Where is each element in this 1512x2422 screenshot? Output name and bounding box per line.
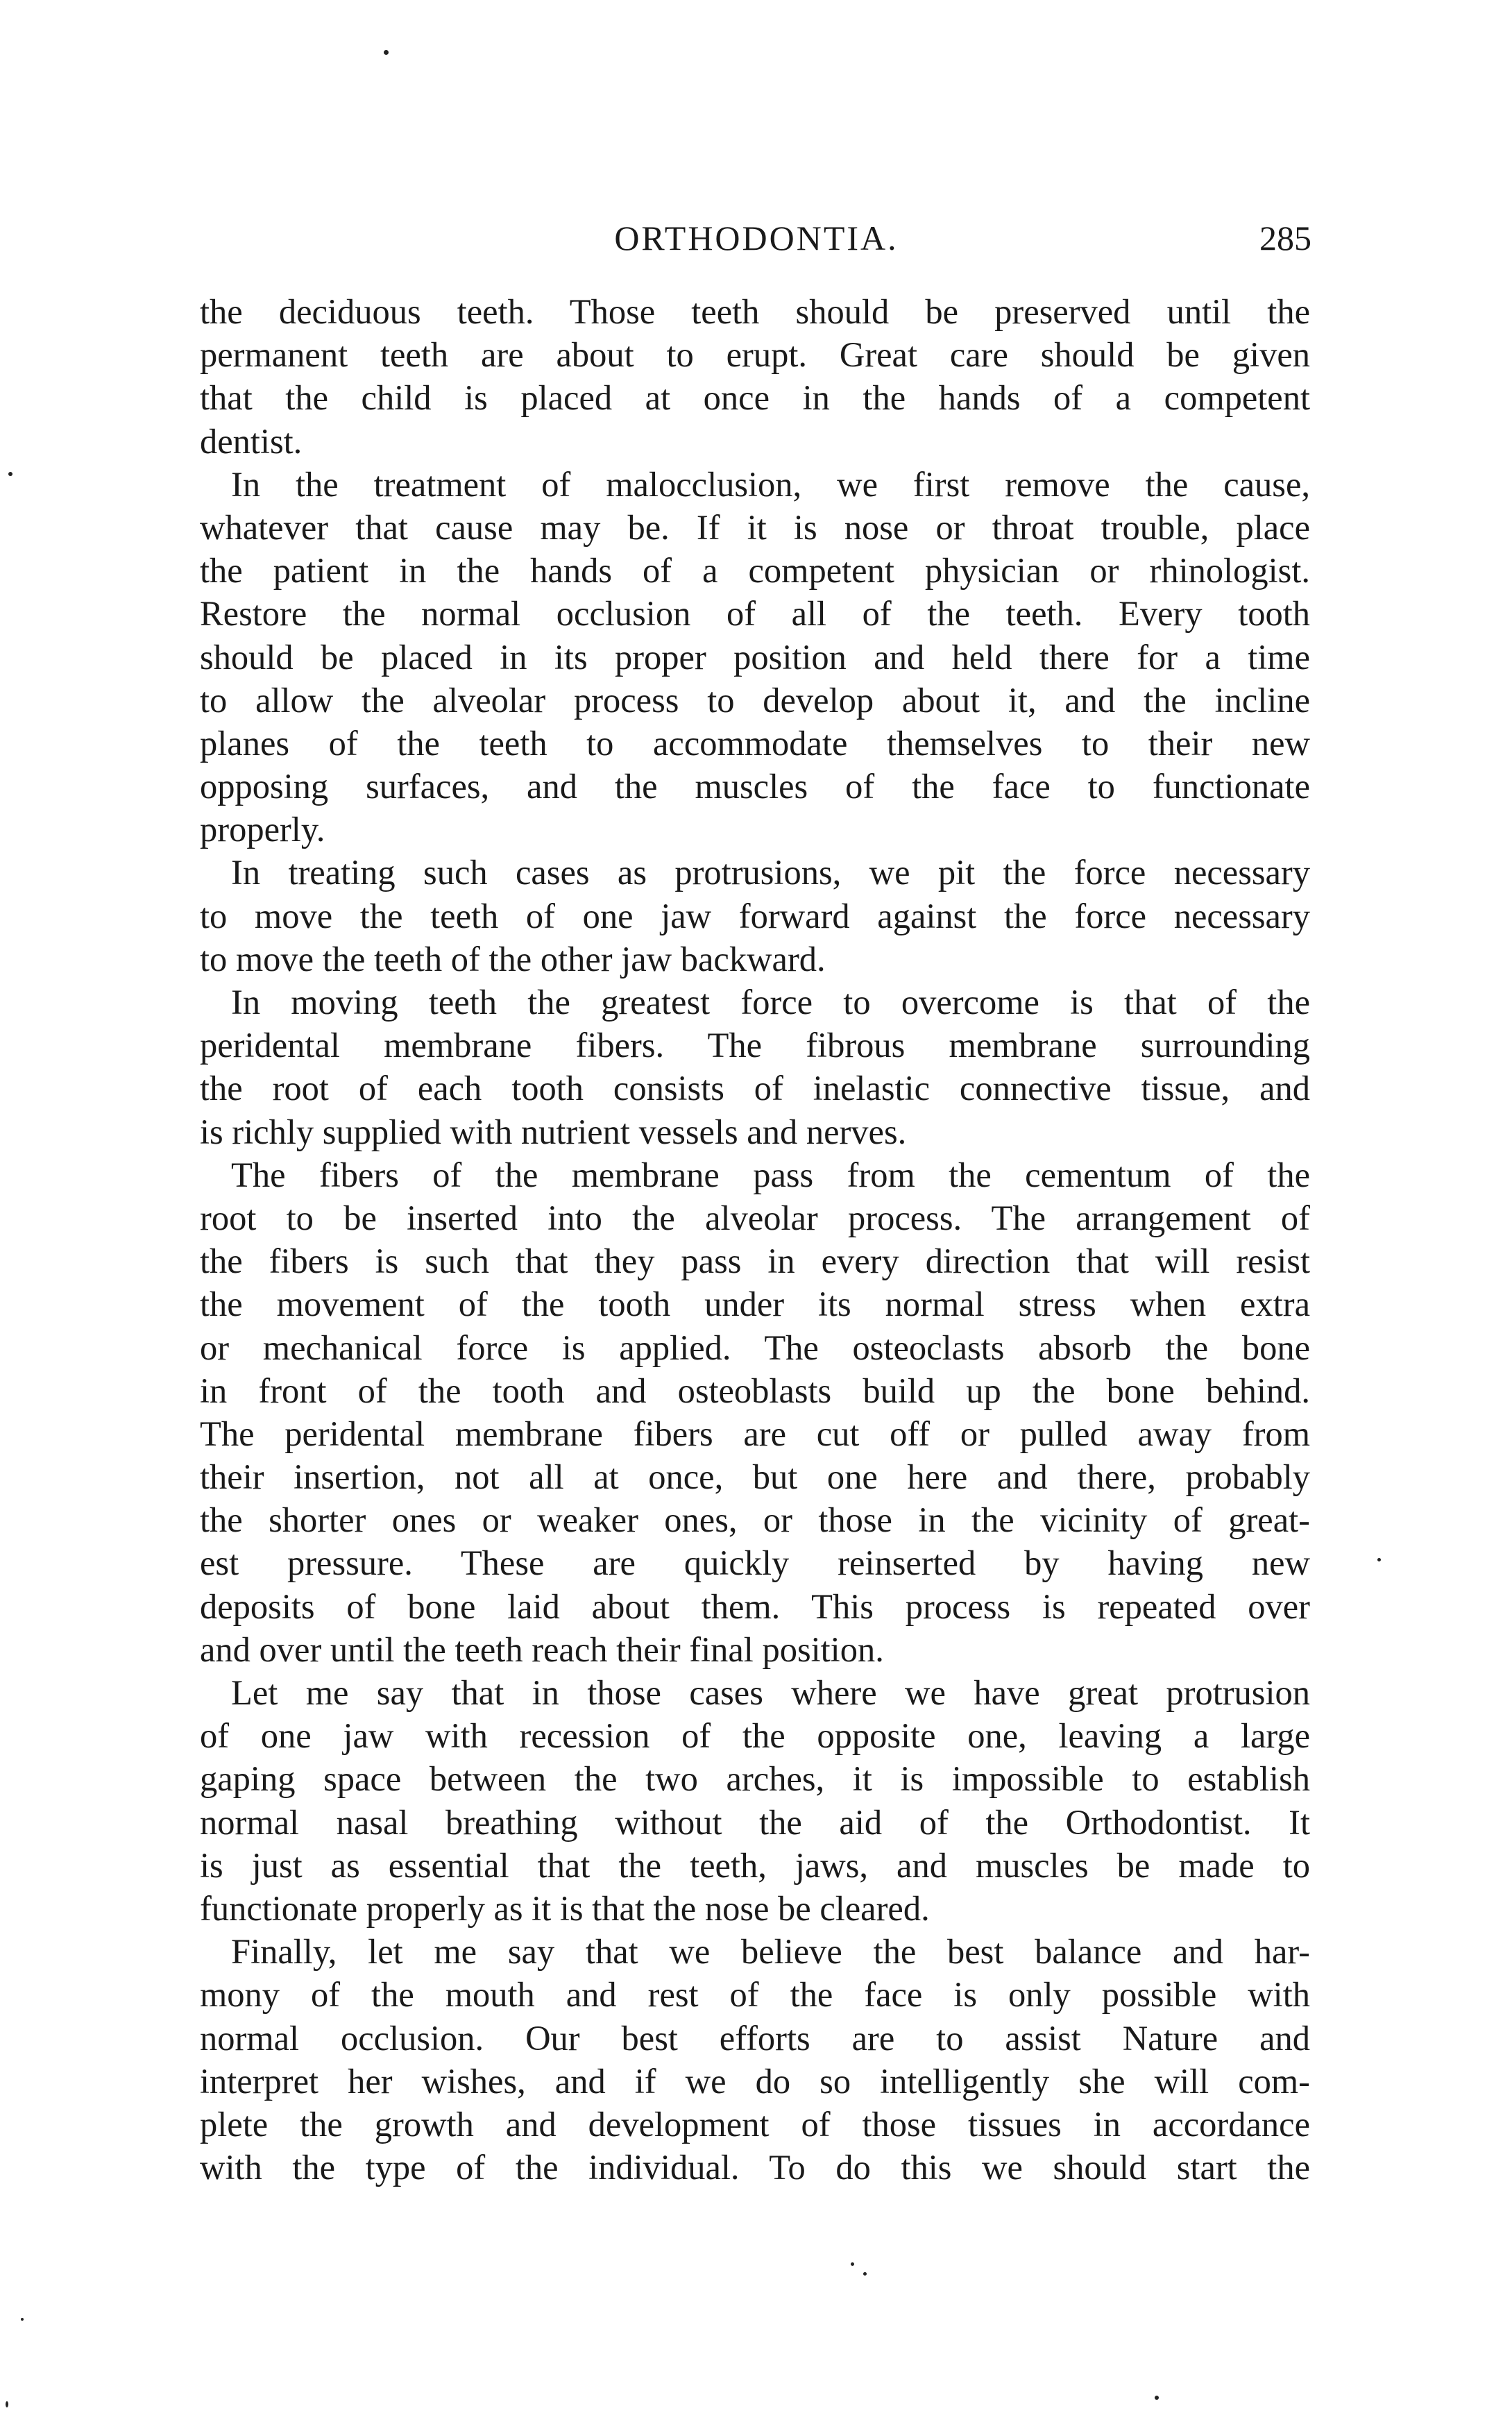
paragraph-first-line: In the treatment of malocclusion, we first remove the cause, — [231, 464, 1310, 504]
text-line: dentist. — [200, 421, 303, 461]
text-line: the shorter ones or weaker ones, or those in the vicinity of great- — [200, 1500, 1310, 1540]
text-line: that the child is placed at once in the hands of a competent — [200, 378, 1310, 418]
text-line: permanent teeth are about to erupt. Great care should be given — [200, 335, 1310, 375]
text-line: peridental membrane fibers. The fibrous membrane surrounding — [200, 1026, 1310, 1065]
text-line: should be placed in its proper position and held there for a time — [200, 637, 1310, 677]
text-line: mony of the mouth and rest of the face is only possible with — [200, 1975, 1310, 2015]
paragraph-first-line: Let me say that in those cases where we have great protrusion — [231, 1673, 1310, 1712]
paragraph-first-line: Finally, let me say that we believe the best balance and har- — [231, 1932, 1310, 1972]
scan-speck — [384, 50, 389, 55]
text-line: in front of the tooth and osteoblasts build up the bone behind. — [200, 1371, 1310, 1410]
text-line: or mechanical force is applied. The osteoclasts absorb the bone — [200, 1328, 1310, 1367]
text-line: the deciduous teeth. Those teeth should be preserved until the — [200, 292, 1310, 331]
text-line: their insertion, not all at once, but one here and there, probably — [200, 1457, 1310, 1497]
text-line: of one jaw with recession of the opposite one, leaving a large — [200, 1716, 1310, 1756]
page-number: 285 — [1259, 219, 1311, 257]
text-line: the root of each tooth consists of inelastic connective tissue, and — [200, 1069, 1310, 1108]
scan-speck — [1377, 1558, 1381, 1561]
text-line: and over until the teeth reach their final position. — [200, 1629, 884, 1669]
paragraph-first-line: In treating such cases as protrusions, we pit the force necessary — [231, 853, 1310, 892]
text-line: to move the teeth of the other jaw backward. — [200, 939, 826, 979]
text-line: root to be inserted into the alveolar process. The arrangement of — [200, 1198, 1310, 1237]
text-line: deposits of bone laid about them. This process is repeated over — [200, 1586, 1310, 1626]
text-line: the movement of the tooth under its normal stress when extra — [200, 1285, 1310, 1324]
text-line: the patient in the hands of a competent physician or rhinologist. — [200, 551, 1310, 591]
scan-speck — [8, 472, 12, 476]
page-header — [201, 214, 1311, 262]
text-line: opposing surfaces, and the muscles of the face to functionate — [200, 767, 1310, 806]
scan-speck — [1155, 2396, 1159, 2400]
text-line: The peridental membrane fibers are cut off or pulled away from — [200, 1414, 1310, 1453]
text-line: whatever that cause may be. If it is nose or throat trouble, place — [200, 507, 1310, 547]
scan-speck — [863, 2272, 867, 2276]
text-line: to move the teeth of one jaw forward against the force necessary — [200, 896, 1310, 935]
text-line: gaping space between the two arches, it is impossible to establish — [200, 1759, 1310, 1799]
text-line: the fibers is such that they pass in every direction that will resist — [200, 1242, 1310, 1281]
text-line: properly. — [200, 810, 325, 849]
text-line: planes of the teeth to accommodate themselves to their new — [200, 723, 1310, 763]
text-line: normal nasal breathing without the aid of the Orthodontist. It — [200, 1802, 1310, 1842]
text-line: Restore the normal occlusion of all of the teeth. Every tooth — [200, 594, 1310, 634]
text-line: interpret her wishes, and if we do so intelligently she will com- — [200, 2061, 1310, 2101]
scan-speck — [21, 2318, 24, 2321]
scan-speck — [851, 2262, 854, 2266]
text-line: est pressure. These are quickly reinserted by having new — [200, 1543, 1310, 1583]
text-line: functionate properly as it is that the nose be cleared. — [200, 1888, 930, 1928]
text-line: to allow the alveolar process to develop about it, and the incline — [200, 680, 1310, 720]
paragraph-first-line: The fibers of the membrane pass from the cementum of the — [231, 1155, 1310, 1194]
text-line: is just as essential that the teeth, jaws, and muscles be made to — [200, 1845, 1310, 1885]
paragraph-first-line: In moving teeth the greatest force to overcome is that of the — [231, 983, 1310, 1022]
text-line: plete the growth and development of those tissues in accordance — [200, 2104, 1310, 2144]
text-line: normal occlusion. Our best efforts are to assist Nature and — [200, 2018, 1310, 2058]
text-line: is richly supplied with nutrient vessels and nerves. — [200, 1112, 907, 1151]
scan-speck — [6, 2401, 8, 2407]
running-head: ORTHODONTIA. — [614, 219, 899, 257]
body-text — [200, 290, 1310, 2189]
text-line: with the type of the individual. To do this we should start the — [200, 2148, 1310, 2187]
